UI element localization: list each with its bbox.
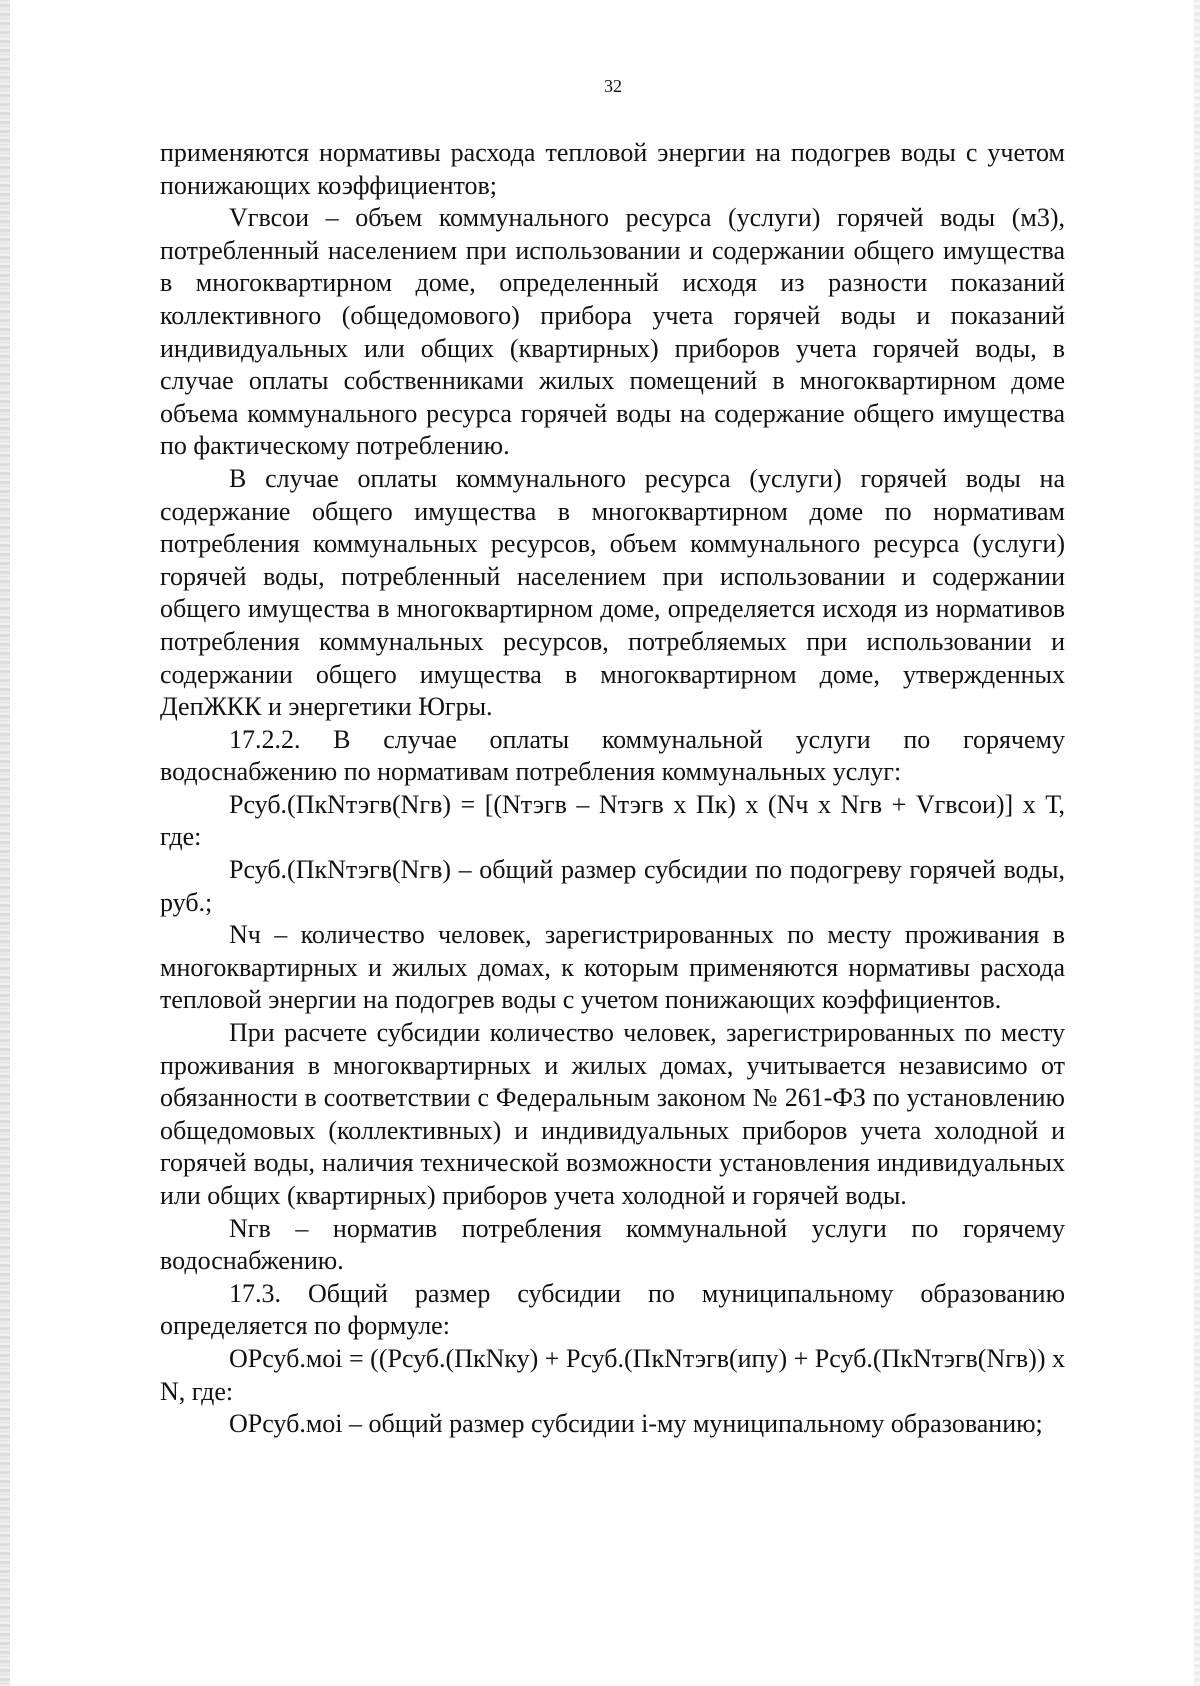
paragraph-nch-definition: Nч – количество человек, зарегистрированных по месту проживания в многоквартирных и жилых домах, к которым применяются нормативы расхода тепловой энергии на подогрев воды с учетом понижающих коэффициентов. <box>160 920 1065 1015</box>
paragraph-ngv-definition: Nгв – норматив потребления коммунальной услуги по горячему водоснабжению. <box>160 1213 1065 1276</box>
document-body <box>160 137 1065 1441</box>
paragraph-section-17-2-2: 17.2.2. В случае оплаты коммунальной услуги по горячему водоснабжению по нормативам потребления коммунальных услуг: <box>160 724 1065 787</box>
page-number: 32 <box>604 76 622 96</box>
formula-hot-water-subsidy: Рсуб.(ПкNтэгв(Nгв) = [(Nтэгв – Nтэгв х Пк) х (Nч х Nгв + Vгвсои)] х Т, где: <box>160 789 1065 852</box>
paragraph-vgvsoi-definition: Vгвсои – объем коммунального ресурса (услуги) горячей воды (м3), потребленный населением при использовании и содержании общего имущества в многоквартирном доме, определенный исходя из разности показаний коллективного (общедомового) прибора учета горячей воды и показаний индивидуальных или общих (квартирных) приборов учета горячей воды, в случае оплаты собственниками жилых помещений в многоквартирном доме объема коммунального ресурса горячей воды на содержание общего имущества по фактическому потреблению. <box>160 203 1065 461</box>
paragraph-orsub-definition: ОРсуб.моi – общий размер субсидии i-му муниципальному образованию; <box>229 1409 1043 1439</box>
paragraph-continuation: применяются нормативы расхода тепловой энергии на подогрев воды с учетом понижающих коэффициентов; <box>160 138 1065 200</box>
paragraph-calculation-note: При расчете субсидии количество человек, зарегистрированных по месту проживания в многоквартирных и жилых домах, учитывается независимо от обязанности в соответствии с Федеральным законом № 261-ФЗ по установлению общедомовых (коллективных) и индивидуальных приборов учета холодной и горячей воды, наличия технической возможности установления индивидуальных или общих (квартирных) приборов учета холодной и горячей воды. <box>160 1018 1065 1210</box>
paragraph-normative-payment: В случае оплаты коммунального ресурса (услуги) горячей воды на содержание общего имущества в многоквартирном доме по нормативам потребления коммунальных ресурсов, объем коммунального ресурса (услуги) горячей воды, потребленный населением при использовании и содержании общего имущества в многоквартирном доме, определяется исходя из нормативов потребления коммунальных ресурсов, потребляемых при использовании и содержании общего имущества в многоквартирном доме, утвержденных ДепЖКК и энергетики Югры. <box>160 463 1065 722</box>
scan-edge-left <box>0 0 10 1686</box>
formula-total-subsidy: ОРсуб.моi = ((Рсуб.(ПкNку) + Рсуб.(ПкNтэгв(ипу) + Рсуб.(ПкNтэгв(Nгв)) х N, где: <box>160 1343 1065 1406</box>
scan-edge-right <box>1194 0 1200 1686</box>
paragraph-section-17-3: 17.3. Общий размер субсидии по муниципальному образованию определяется по формуле: <box>160 1278 1065 1341</box>
paragraph-rsub-definition: Рсуб.(ПкNтэгв(Nгв) – общий размер субсидии по подогреву горячей воды, руб.; <box>160 855 1065 917</box>
